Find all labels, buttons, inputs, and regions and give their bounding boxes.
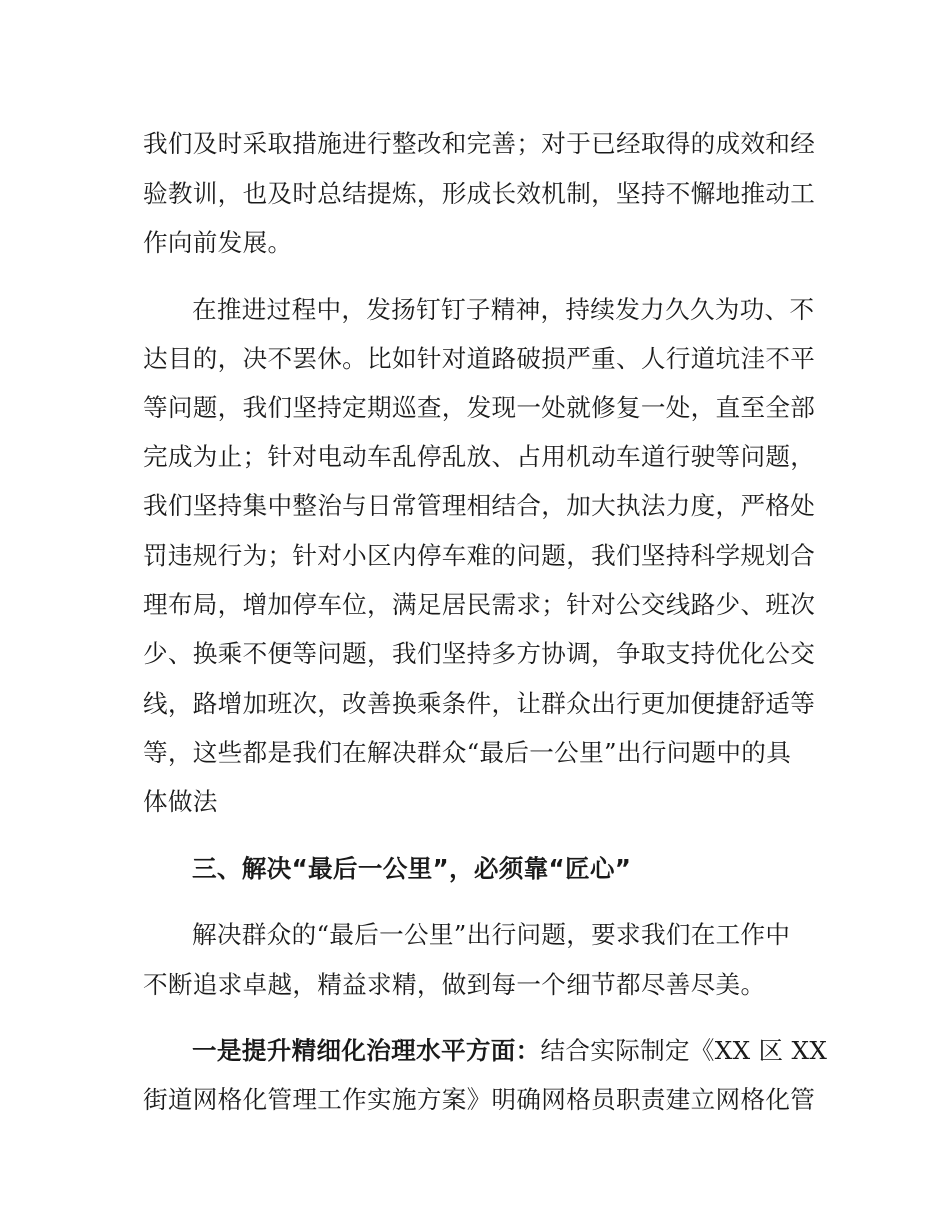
paragraph-line: 完成为止；针对电动车乱停乱放、占用机动车道行驶等问题， [143,442,816,471]
paragraph-line: 理布局，增加停车位，满足居民需求；针对公交线路少、班次 [143,590,816,619]
paragraph-line: 等问题，我们坚持定期巡查，发现一处就修复一处，直至全部 [143,393,816,422]
lead-in-bold: 一是提升精细化治理水平方面： [192,1036,541,1065]
paragraph-line: 线，路增加班次，改善换乘条件，让群众出行更加便捷舒适等 [143,689,816,718]
paragraph-line: 验教训，也及时总结提炼，形成长效机制，坚持不懈地推动工 [143,179,816,208]
paragraph-line: 作向前发展。 [143,228,293,257]
paragraph-line: 罚违规行为；针对小区内停车难的问题，我们坚持科学规划合 [143,541,816,570]
paragraph-text: 结合实际制定《XX 区 XX [540,1036,828,1065]
paragraph-line: 解决群众的“最后一公里”出行问题，要求我们在工作中 [192,920,791,949]
paragraph-line [192,1034,828,1068]
paragraph-line: 少、换乘不便等问题，我们坚持多方协调，争取支持优化公交 [143,639,816,668]
paragraph-line: 我们及时采取措施进行整改和完善；对于已经取得的成效和经 [143,129,816,158]
section-heading: 三、解决“最后一公里”，必须靠“匠心” [192,854,632,883]
paragraph-line: 在推进过程中，发扬钉钉子精神，持续发力久久为功、不 [192,295,815,324]
paragraph-line: 达目的，决不罢休。比如针对道路破损严重、人行道坑洼不平 [143,344,816,373]
paragraph-line: 我们坚持集中整治与日常管理相结合，加大执法力度，严格处 [143,491,816,520]
paragraph-line: 街道网格化管理工作实施方案》明确网格员职责建立网格化管 [143,1085,816,1114]
paragraph-line: 不断追求卓越，精益求精，做到每一个细节都尽善尽美。 [143,970,766,999]
paragraph-line: 等，这些都是我们在解决群众“最后一公里”出行问题中的具 [143,738,792,767]
paragraph-line: 体做法 [143,787,218,816]
